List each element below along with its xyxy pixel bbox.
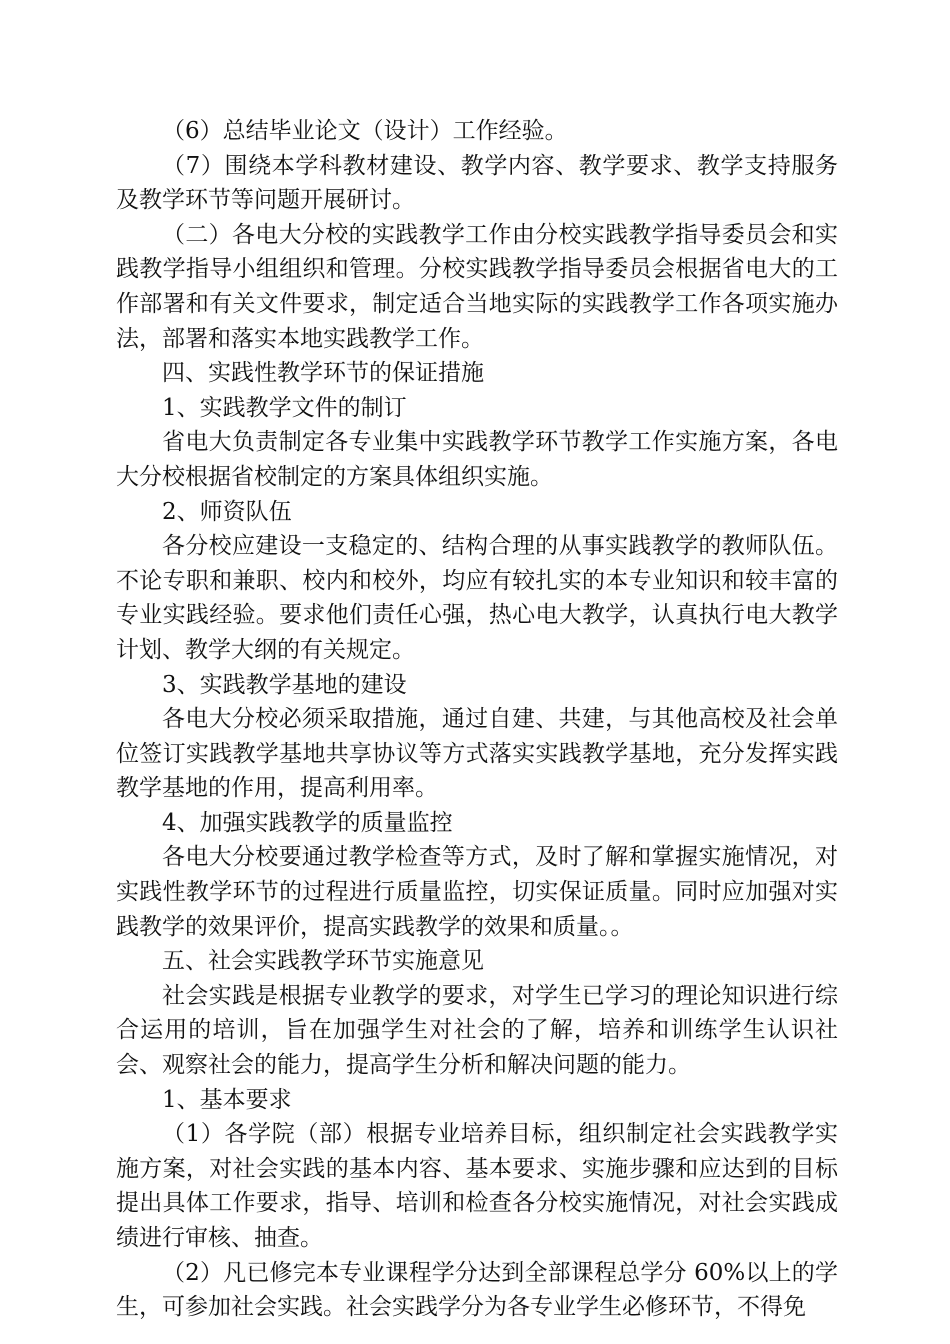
section-heading-4: 四、实践性教学环节的保证措施 [162,360,484,387]
paragraph-5-1-2: （2）凡已修完本专业课程学分达到全部课程总学分 60%以上的学生，可参加社会实践。社会实践学分为各专业学生必修环节，不得免 [116,1259,838,1321]
paragraph-item-7-research: （7）围绕本学科教材建设、教学内容、教学要求、教学支持服务及教学环节等问题开展研讨。 [116,152,838,214]
subheading-5-1: 1、基本要求 [162,1086,292,1113]
paragraph-4-3: 各电大分校必须采取措施，通过自建、共建，与其他高校及社会单位签订实践教学基地共享协议等方式落实实践教学基地，充分发挥实践教学基地的作用，提高利用率。 [116,706,838,802]
subheading-4-1: 1、实践教学文件的制订 [162,394,407,421]
subheading-4-3: 3、实践教学基地的建设 [162,671,407,698]
paragraph-4-4: 各电大分校要通过教学检查等方式，及时了解和掌握实施情况，对实践性教学环节的过程进行质量监控，切实保证质量。同时应加强对实践教学的效果评价，提高实践教学的效果和质量。。 [116,844,838,940]
paragraph-4-1: 省电大负责制定各专业集中实践教学环节教学工作实施方案，各电大分校根据省校制定的方案具体组织实施。 [116,429,838,490]
paragraph-4-2: 各分校应建设一支稳定的、结构合理的从事实践教学的教师队伍。不论专职和兼职、校内和校外，均应有较扎实的本专业知识和较丰富的专业实践经验。要求他们责任心强，热心电大教学，认真执行电大教学计划、教学大纲的有关规定。 [116,533,838,663]
document-body [116,114,838,1325]
paragraph-5-1-1: （1）各学院（部）根据专业培养目标，组织制定社会实践教学实施方案，对社会实践的基本内容、基本要求、实施步骤和应达到的目标提出具体工作要求，指导、培训和检查各分校实施情况，对社会实践成绩进行审核、抽查。 [116,1121,838,1251]
subheading-4-4: 4、加强实践教学的质量监控 [162,809,453,836]
paragraph-branch-management: （二）各电大分校的实践教学工作由分校实践教学指导委员会和实践教学指导小组组织和管理。分校实践教学指导委员会根据省电大的工作部署和有关文件要求，制定适合当地实际的实践教学工作各项实施办法，部署和落实本地实践教学工作。 [116,221,838,352]
paragraph-item-6-summary: （6）总结毕业论文（设计）工作经验。 [162,118,568,144]
subheading-4-2: 2、师资队伍 [162,498,292,525]
paragraph-5-intro: 社会实践是根据专业教学的要求，对学生已学习的理论知识进行综合运用的培训，旨在加强学生对社会的了解，培养和训练学生认识社会、观察社会的能力，提高学生分析和解决问题的能力。 [116,982,838,1079]
section-heading-5: 五、社会实践教学环节实施意见 [162,948,484,975]
